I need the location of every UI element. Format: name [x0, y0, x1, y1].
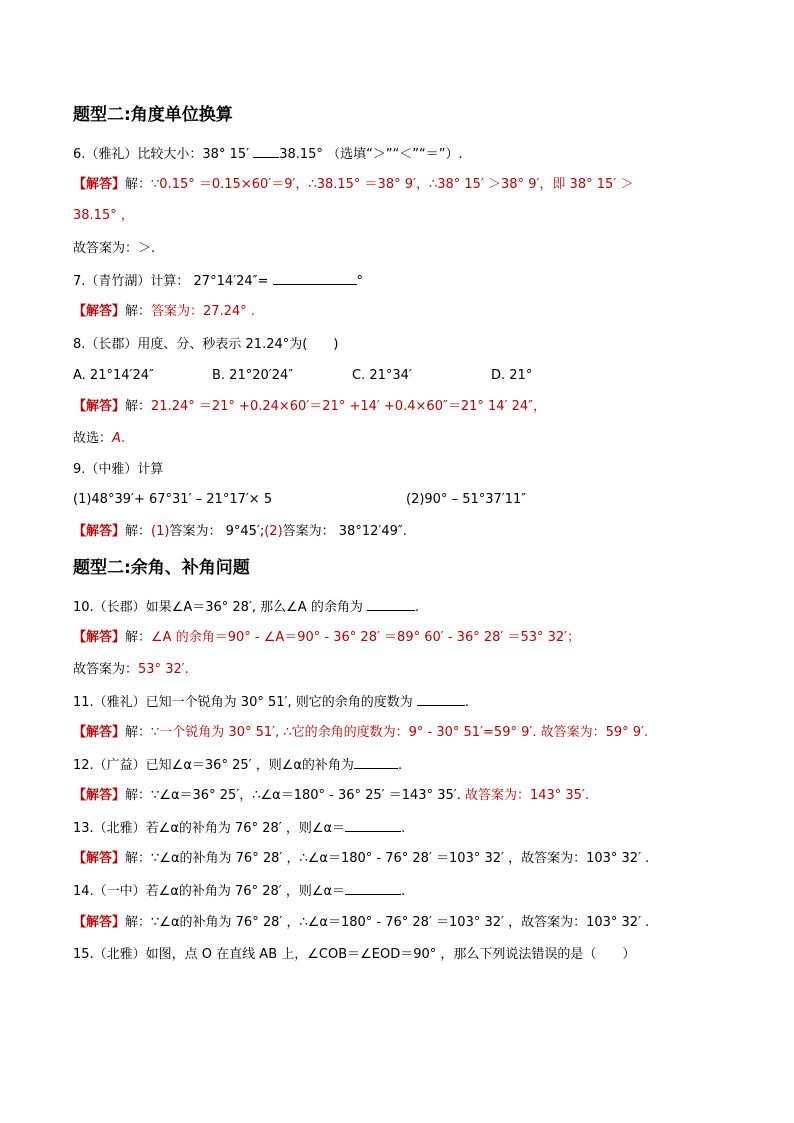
question-9-part-1: (1)48°39′+ 67°31′ – 21°17′× 5: [73, 492, 273, 507]
answer-8-text: 21.24° ＝21° +0.24×60′＝21° +14′ +0.4×60″＝21° 14′ 24″，: [151, 399, 547, 414]
answer-tag: 【解答】: [73, 399, 126, 414]
answer-tag: 【解答】: [73, 524, 126, 539]
answer-blank: [345, 819, 401, 832]
question-11-text: 11.（雅礼）已知一个锐角为 30° 51′, 则它的余角的度数为: [73, 695, 417, 710]
question-13-end: .: [401, 821, 406, 836]
answer-7-text: 答案为：27.24° .: [151, 304, 256, 319]
answer-8-conclusion: [73, 430, 125, 448]
answer-tag: 【解答】: [73, 725, 126, 740]
section-heading-complement-supplement: 题型二:余角、补角问题: [73, 558, 250, 578]
answer-6-text: ∵0.15° ＝0.15×60′＝9′，∴38.15° ＝38° 9′，∴38° 15′ ＞38° 9′，即 38° 15′ ＞: [151, 177, 634, 192]
question-6-text-end: 38.15° （选填“＞”“＜”“＝”）.: [279, 147, 463, 162]
answer-blank: [345, 882, 401, 895]
answer-11: [73, 724, 648, 742]
conclusion-lead: 故选：: [73, 431, 113, 446]
conclusion-end: .: [120, 431, 126, 446]
answer-lead: 解：: [125, 524, 152, 539]
answer-blank: [253, 145, 279, 158]
conclusion-lead: 故答案为：: [73, 662, 139, 677]
answer-lead: 解：: [125, 177, 152, 192]
answer-9-part-1-label: (1): [151, 524, 170, 539]
answer-lead: 解：: [125, 304, 152, 319]
question-8: 8.（长郡）用度、分、秒表示 21.24°为( ): [73, 337, 339, 352]
answer-tag: 【解答】: [73, 851, 126, 866]
answer-12: [73, 787, 589, 805]
question-10-text: 10.（长郡）如果∠A＝36° 28′, 那么∠A 的余角为: [73, 600, 367, 615]
answer-12-result: 故答案为：143° 35′.: [464, 788, 590, 803]
answer-13: [73, 850, 649, 868]
conclusion-answer: A: [112, 431, 121, 446]
answer-9-part-2: 答案为： 38°12′49″.: [282, 524, 407, 539]
question-9-part-2: (2)90° – 51°37′11″: [406, 492, 527, 507]
answer-blank: [354, 756, 398, 769]
question-7-text: 7.（青竹湖）计算： 27°14′24″=: [73, 274, 273, 289]
question-14: [73, 882, 405, 901]
answer-tag: 【解答】: [73, 630, 126, 645]
answer-6: [73, 176, 633, 194]
answer-14: [73, 914, 649, 932]
answer-blank: [417, 693, 465, 706]
question-13: [73, 819, 405, 838]
answer-blank: [367, 598, 415, 611]
answer-13-text: ∵∠α的补角为 76° 28′ ，∴∠α＝180° - 76° 28′ ＝103° 32′ ，故答案为：103° 32′ .: [151, 851, 650, 866]
answer-lead: 解：: [125, 915, 152, 930]
question-12-end: .: [397, 758, 403, 773]
answer-tag: 【解答】: [73, 915, 126, 930]
question-6-text: 6.（雅礼）比较大小：38° 15′: [73, 147, 254, 162]
question-7: [73, 272, 363, 291]
option-b: B. 21°20′24″: [212, 368, 294, 383]
question-12-text: 12.（广益）已知∠α＝36° 25′ ，则∠α的补角为: [73, 758, 354, 773]
question-7-degree: °: [356, 274, 363, 289]
answer-7: [73, 303, 255, 321]
answer-tag: 【解答】: [73, 304, 126, 319]
question-12: [73, 756, 402, 775]
answer-lead: 解：: [125, 851, 152, 866]
answer-11-text: ∵一个锐角为 30° 51′, ∴它的余角的度数为：9° - 30° 51′=59° 9′. 故答案为：59° 9′.: [151, 725, 649, 740]
answer-lead: 解：: [125, 399, 152, 414]
question-11: [73, 693, 469, 712]
question-10-end: .: [414, 600, 420, 615]
question-10: [73, 598, 419, 617]
answer-6-continued: 38.15° ，: [73, 208, 134, 223]
conclusion-answer: 53° 32′.: [138, 662, 189, 677]
answer-blank: [273, 272, 357, 285]
question-11-end: .: [464, 695, 470, 710]
question-14-text: 14.（一中）若∠α的补角为 76° 28′ ，则∠α＝: [73, 884, 346, 899]
answer-9-part-1: 答案为： 9°45′;: [169, 524, 265, 539]
answer-tag: 【解答】: [73, 177, 126, 192]
answer-10-conclusion: [73, 661, 189, 679]
answer-lead: 解：: [125, 788, 152, 803]
answer-12-text: ∵∠α＝36° 25′，∴∠α＝180° - 36° 25′ ＝143° 35′.: [151, 788, 465, 803]
option-a: A. 21°14′24″: [73, 368, 154, 383]
answer-9: [73, 523, 407, 541]
answer-10: [73, 629, 580, 647]
answer-9-part-2-label: (2): [264, 524, 283, 539]
answer-lead: 解：: [125, 725, 152, 740]
answer-8: [73, 398, 546, 416]
answer-10-text: ∠A 的余角＝90° - ∠A＝90° - 36° 28′ ＝89° 60′ - 36° 28′ ＝53° 32′；: [151, 630, 581, 645]
answer-6-conclusion: 故答案为：＞.: [73, 241, 156, 256]
question-14-end: .: [401, 884, 406, 899]
option-d: D. 21°: [491, 368, 533, 383]
answer-lead: 解：: [125, 630, 152, 645]
question-9: 9.（中雅）计算: [73, 462, 164, 477]
answer-tag: 【解答】: [73, 788, 126, 803]
question-13-text: 13.（北雅）若∠α的补角为 76° 28′ ，则∠α＝: [73, 821, 346, 836]
question-6: [73, 145, 463, 164]
answer-14-text: ∵∠α的补角为 76° 28′ ，∴∠α＝180° - 76° 28′ ＝103° 32′ ，故答案为：103° 32′ .: [151, 915, 650, 930]
option-c: C. 21°34′: [352, 368, 412, 383]
section-heading-angle-conversion: 题型二:角度单位换算: [73, 105, 233, 125]
question-15: 15.（北雅）如图，点 O 在直线 AB 上，∠COB＝∠EOD＝90° ，那么下列说法错误的是（ ）: [73, 947, 636, 962]
